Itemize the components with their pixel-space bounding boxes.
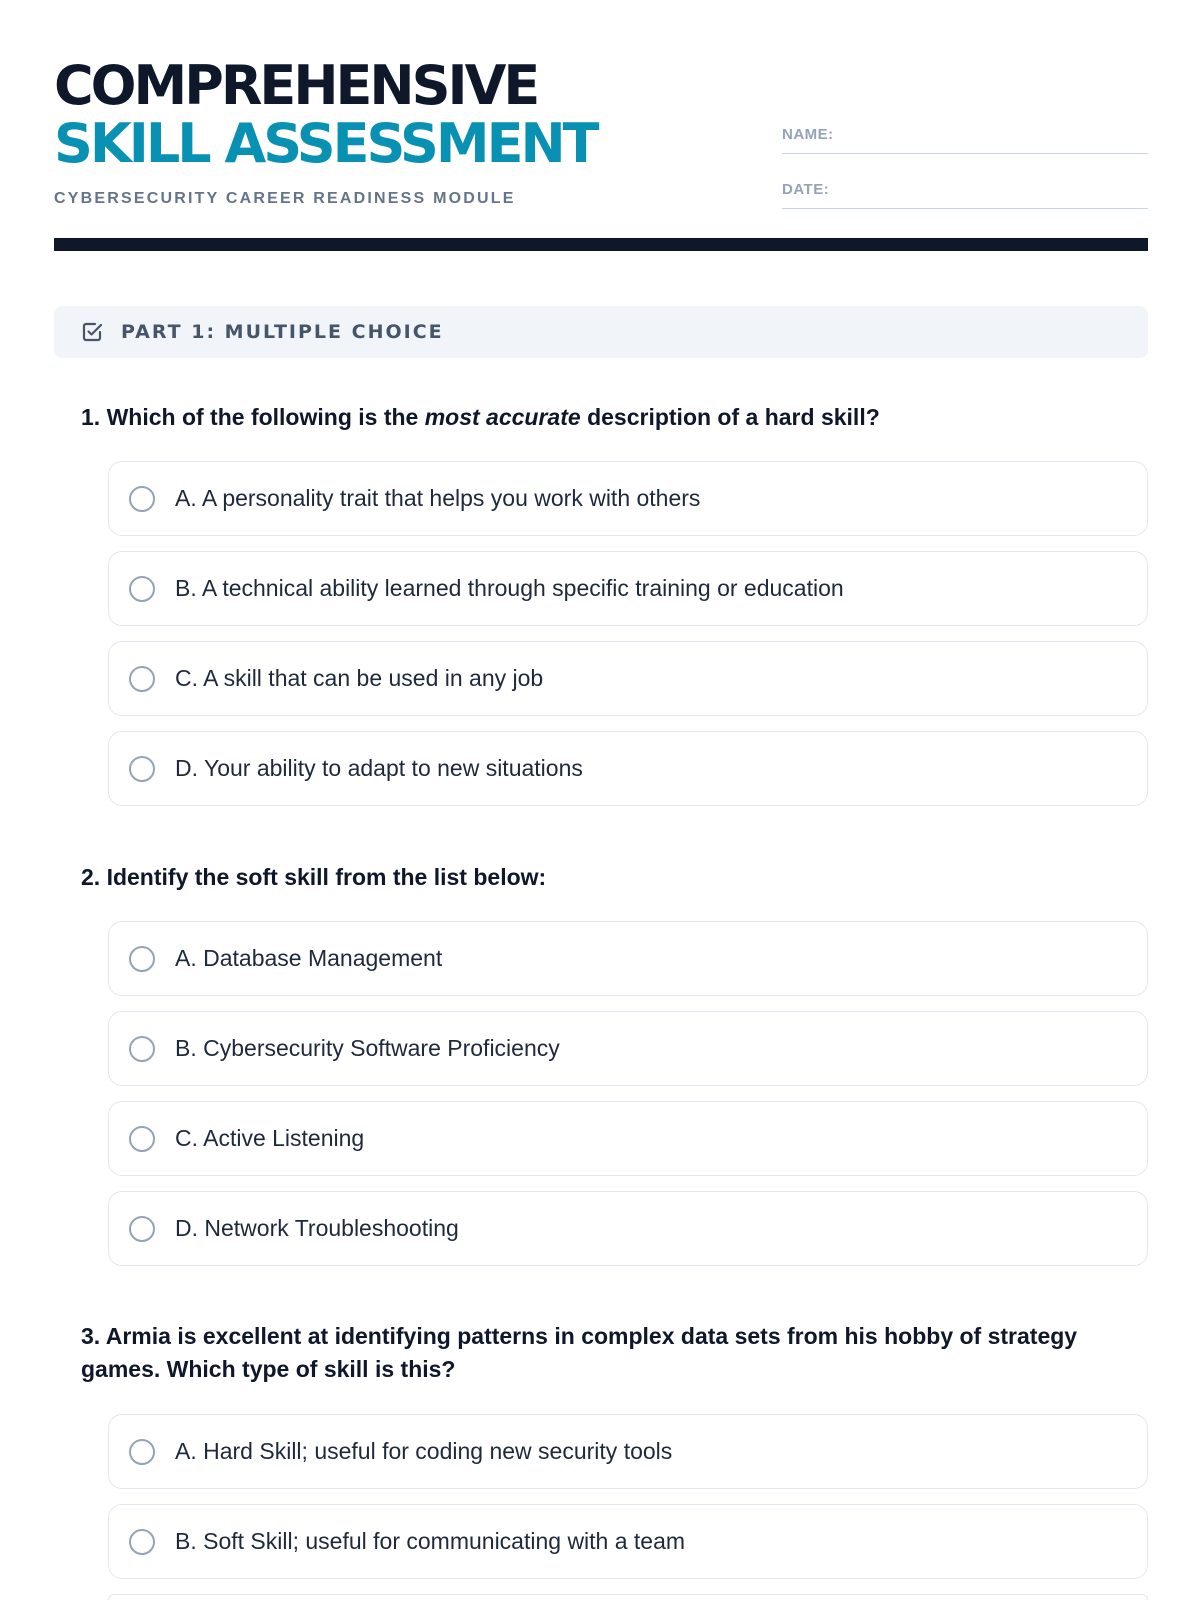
radio-icon[interactable]	[129, 1126, 155, 1152]
header-divider	[54, 238, 1148, 251]
question-text: description of a	[580, 404, 765, 430]
radio-icon[interactable]	[129, 1529, 155, 1555]
radio-icon[interactable]	[129, 576, 155, 602]
name-field[interactable]	[782, 124, 1148, 154]
radio-icon[interactable]	[129, 666, 155, 692]
question-key-term: soft skill	[235, 864, 329, 890]
q3-option-b[interactable]	[108, 1504, 1148, 1579]
question-number: 2.	[81, 864, 101, 890]
option-label: A. A personality trait that helps you work with others	[175, 485, 701, 511]
subtitle: CYBERSECURITY CAREER READINESS MODULE	[54, 190, 516, 207]
option-label: C. Active Listening	[175, 1125, 365, 1151]
q2-option-a[interactable]	[108, 921, 1148, 996]
q1-option-d[interactable]	[108, 731, 1148, 806]
q2-option-b[interactable]	[108, 1011, 1148, 1086]
section-banner	[54, 306, 1148, 358]
name-label: NAME:	[782, 126, 834, 143]
section-title: PART 1: MULTIPLE CHOICE	[121, 321, 444, 343]
q1-option-a[interactable]	[108, 461, 1148, 536]
radio-icon[interactable]	[129, 1216, 155, 1242]
question-number: 3.	[81, 1323, 101, 1349]
question-1	[81, 401, 1141, 434]
question-number: 1.	[81, 404, 101, 430]
option-label: B. A technical ability learned through specific training or education	[175, 575, 844, 601]
radio-icon[interactable]	[129, 486, 155, 512]
title-line-2: SKILL ASSESSMENT	[54, 112, 597, 175]
option-label: D. Your ability to adapt to new situations	[175, 755, 583, 781]
title-line-1: COMPREHENSIVE	[54, 54, 538, 117]
question-emphasis: most accurate	[424, 404, 581, 430]
q3-option-c-partial[interactable]	[108, 1594, 1148, 1600]
radio-icon[interactable]	[129, 1036, 155, 1062]
question-key-term: hard skill	[764, 404, 866, 430]
radio-icon[interactable]	[129, 756, 155, 782]
question-2	[81, 861, 1141, 894]
radio-icon[interactable]	[129, 1439, 155, 1465]
option-label: A. Hard Skill; useful for coding new security tools	[175, 1438, 673, 1464]
question-text: Armia is excellent at identifying patterns in complex data sets from his hobby of strategy games. Which type of skill is this?	[81, 1323, 1078, 1382]
q3-option-a[interactable]	[108, 1414, 1148, 1489]
question-text: from the list below:	[328, 864, 547, 890]
question-text: Which of the following is the	[106, 404, 425, 430]
q1-option-c[interactable]	[108, 641, 1148, 716]
radio-icon[interactable]	[129, 946, 155, 972]
option-label: D. Network Troubleshooting	[175, 1215, 459, 1241]
date-field[interactable]	[782, 179, 1148, 209]
q2-option-d[interactable]	[108, 1191, 1148, 1266]
question-text: Identify the	[106, 864, 236, 890]
option-label: C. A skill that can be used in any job	[175, 665, 544, 691]
q2-option-c[interactable]	[108, 1101, 1148, 1176]
date-label: DATE:	[782, 181, 830, 198]
option-label: B. Cybersecurity Software Proficiency	[175, 1035, 560, 1061]
option-label: B. Soft Skill; useful for communicating with a team	[175, 1528, 686, 1554]
option-label: A. Database Management	[175, 945, 443, 971]
question-text: ?	[865, 404, 880, 430]
q1-option-b[interactable]	[108, 551, 1148, 626]
question-3	[81, 1320, 1141, 1386]
checkbox-icon	[80, 320, 104, 344]
